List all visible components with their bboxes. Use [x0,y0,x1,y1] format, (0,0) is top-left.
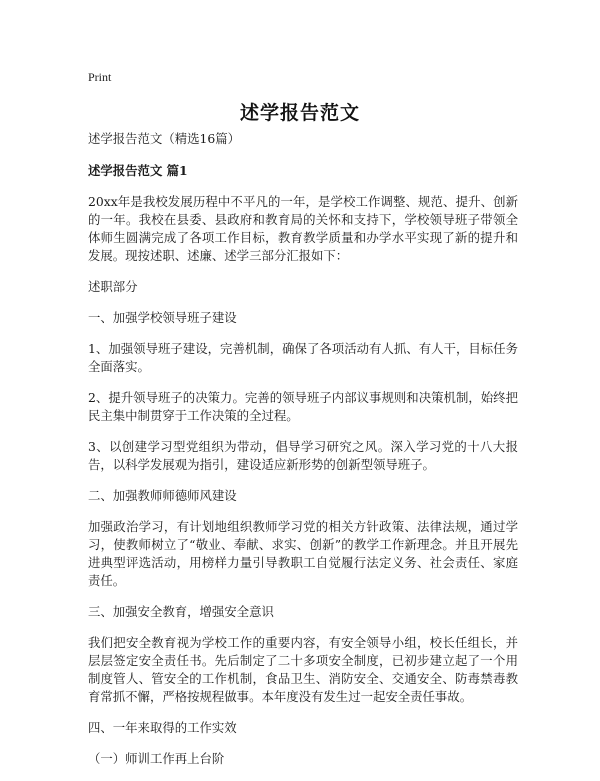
section-heading: 述学报告范文 篇1 [88,163,188,178]
document-subtitle: 述学报告范文（精选16篇） [88,131,241,146]
teacher-ethics-paragraph: 加强政治学习，有计划地组织教师学习党的相关方针政策、法律法规，通过学习，使教师树立了“敬业、奉献、求实、创新”的教学工作新理念。并且开展先进典型评选活动，用榜样力量引导教职工自觉履行法定义务、社会责任、家庭责任。 [88,519,518,588]
heading-leadership: 一、加强学校领导班子建设 [88,310,237,325]
leadership-item-2: 2、提升领导班子的决策力。完善的领导班子内部议事规则和决策机制，始终把民主集中制贯穿于工作决策的全过程。 [88,390,518,423]
intro-paragraph: 20xx年是我校发展历程中不平凡的一年，是学校工作调整、规范、提升、创新的一年。我校在县委、县政府和教育局的关怀和支持下，学校领导班子带领全体师生圆满完成了各项工作目标，教育教学质量和办学水平实现了新的提升和发展。现按述职、述廉、述学三部分汇报如下： [88,194,518,263]
document-body [88,130,518,781]
heading-teacher-training: （一）师训工作再上台阶 [88,751,225,766]
heading-teacher-ethics: 二、加强教师师德师风建设 [88,488,237,503]
leadership-item-1: 1、加强领导班子建设，完善机制，确保了各项活动有人抓、有人干，目标任务全面落实。 [88,341,518,374]
print-label: Print [88,70,112,84]
part-heading-duty: 述职部分 [88,279,138,294]
page-title: 述学报告范文 [239,102,360,124]
leadership-item-3: 3、以创建学习型党组织为带动，倡导学习研究之风。深入学习党的十八大报告，以科学发展观为指引，建设适应新形势的创新型领导班子。 [88,439,518,472]
heading-achievements: 四、一年来取得的工作实效 [88,720,237,735]
safety-paragraph: 我们把安全教育视为学校工作的重要内容，有安全领导小组，校长任组长，并层层签定安全责任书。先后制定了二十多项安全制度，已初步建立起了一个用制度管人、管安全的工作机制，食品卫生、消防安全、交通安全、防毒禁毒教育常抓不懈，严格按规程做事。本年度没有发生过一起安全责任事故。 [88,635,518,704]
heading-safety: 三、加强安全教育，增强安全意识 [88,604,274,619]
